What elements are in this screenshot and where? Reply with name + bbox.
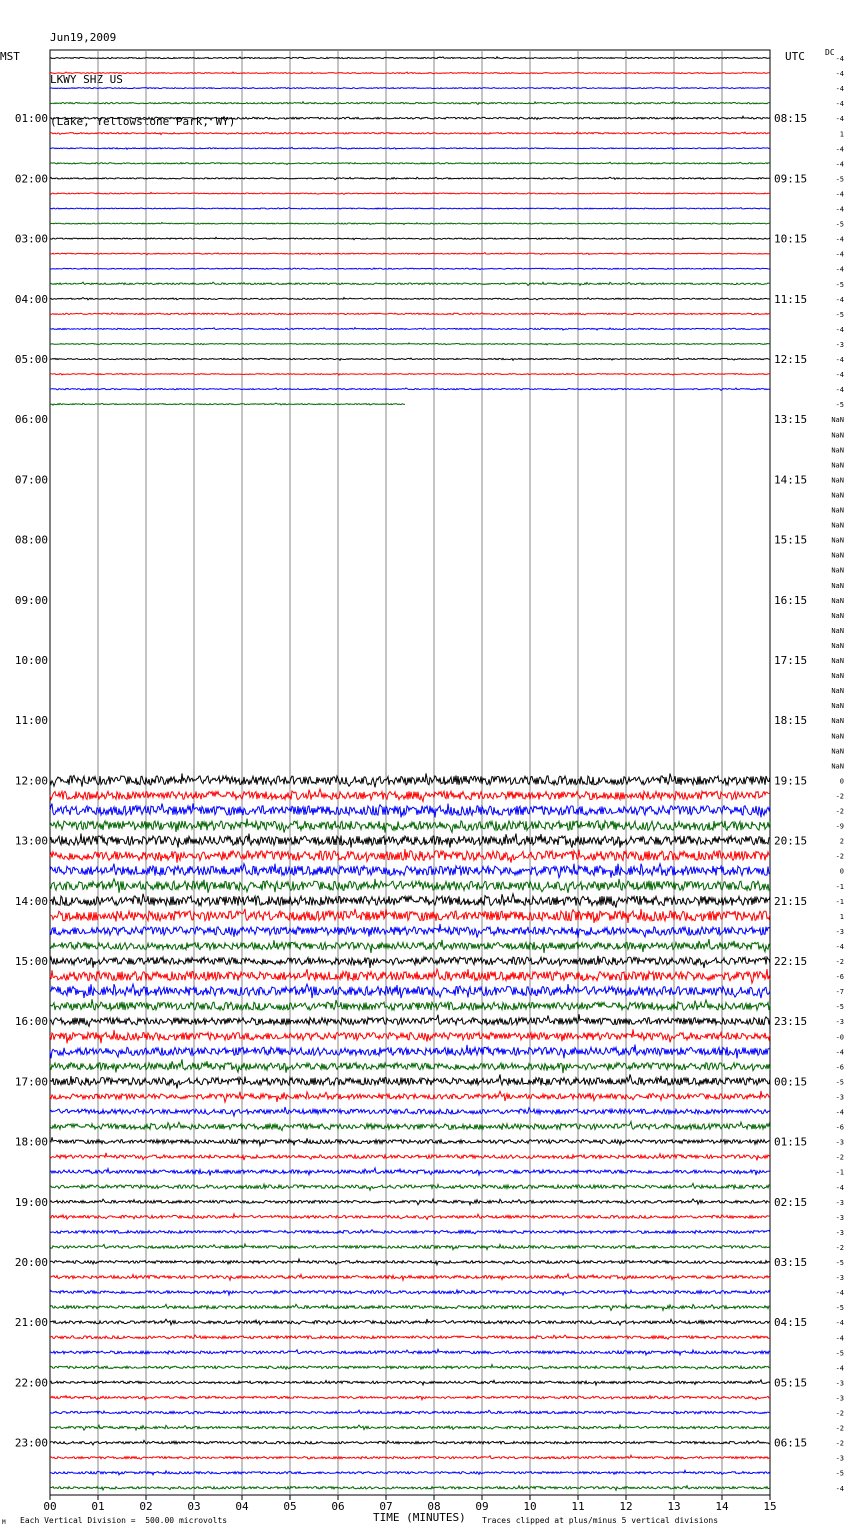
right-hour-label: 23:15 bbox=[774, 1015, 808, 1029]
dc-offset-label: -4 bbox=[835, 942, 844, 951]
dc-offset-label: -1 bbox=[835, 897, 844, 906]
x-tick-label: 11 bbox=[571, 1500, 585, 1513]
dc-offset-label: NaN bbox=[831, 551, 844, 560]
dc-offset-label: -3 bbox=[835, 1198, 844, 1207]
dc-offset-label: -4 bbox=[835, 265, 844, 274]
dc-offset-label: -4 bbox=[835, 1319, 844, 1328]
right-hour-label: 02:15 bbox=[774, 1195, 808, 1209]
seismic-trace bbox=[50, 147, 770, 149]
right-hour-label: 15:15 bbox=[774, 533, 808, 547]
dc-offset-label: -5 bbox=[835, 280, 844, 289]
right-hour-label: 17:15 bbox=[774, 654, 808, 667]
dc-offset-label: -1 bbox=[835, 882, 844, 891]
left-hour-label: 04:00 bbox=[14, 292, 48, 306]
left-hour-label: 22:00 bbox=[14, 1376, 48, 1390]
seismic-trace bbox=[50, 116, 770, 120]
dc-offset-label: NaN bbox=[831, 596, 844, 605]
x-tick-label: 02 bbox=[139, 1500, 153, 1513]
dc-offset-label: -4 bbox=[835, 1484, 844, 1493]
dc-offset-label: -4 bbox=[835, 386, 844, 395]
seismic-trace bbox=[50, 1470, 770, 1474]
left-hour-label: 07:00 bbox=[14, 473, 48, 487]
dc-offset-label: -2 bbox=[835, 792, 844, 801]
right-hour-label: 14:15 bbox=[774, 473, 808, 487]
seismic-trace bbox=[50, 1259, 770, 1265]
x-tick-label: 07 bbox=[379, 1500, 393, 1513]
right-hour-label: 11:15 bbox=[774, 292, 808, 306]
x-tick-label: 08 bbox=[427, 1500, 441, 1513]
dc-offset-label: -5 bbox=[835, 310, 844, 319]
dc-offset-label: -4 bbox=[835, 85, 844, 94]
x-tick-label: 14 bbox=[715, 1500, 729, 1513]
right-hour-label: 19:15 bbox=[774, 774, 808, 788]
left-hour-label: 15:00 bbox=[14, 955, 48, 968]
right-hour-label: 10:15 bbox=[774, 232, 808, 246]
left-hour-label: 19:00 bbox=[14, 1195, 48, 1209]
seismic-trace bbox=[50, 1486, 770, 1491]
right-hour-label: 22:15 bbox=[774, 955, 808, 968]
dc-offset-label: -3 bbox=[835, 1228, 844, 1237]
seismic-trace bbox=[50, 162, 770, 164]
seismic-trace bbox=[50, 223, 770, 225]
dc-offset-label: NaN bbox=[831, 506, 844, 515]
right-hour-label: 03:15 bbox=[774, 1256, 808, 1269]
seismic-trace bbox=[50, 1230, 770, 1234]
dc-offset-label: -9 bbox=[835, 822, 844, 831]
right-hour-label: 05:15 bbox=[774, 1376, 808, 1390]
right-hour-label: 01:15 bbox=[774, 1135, 808, 1149]
dc-offset-label: -2 bbox=[835, 1153, 844, 1162]
dc-offset-label: NaN bbox=[831, 717, 844, 726]
seismic-trace bbox=[50, 132, 770, 135]
seismic-trace bbox=[50, 1029, 770, 1043]
seismic-trace bbox=[50, 1122, 770, 1131]
dc-offset-label: -4 bbox=[835, 160, 844, 169]
seismic-trace bbox=[50, 1290, 770, 1295]
seismic-trace bbox=[50, 1319, 770, 1325]
dc-offset-label: -5 bbox=[835, 1078, 844, 1087]
right-hour-label: 08:15 bbox=[774, 112, 808, 126]
seismic-trace bbox=[50, 1335, 770, 1339]
seismic-trace bbox=[50, 358, 770, 361]
seismic-trace bbox=[50, 1274, 770, 1280]
dc-offset-label: NaN bbox=[831, 657, 844, 665]
left-hour-label: 11:00 bbox=[14, 714, 48, 728]
seismic-trace bbox=[50, 1380, 770, 1385]
dc-offset-label: -5 bbox=[835, 1304, 844, 1313]
header-station: LKWY SHZ US bbox=[50, 73, 123, 86]
right-hour-label: 00:15 bbox=[774, 1075, 808, 1089]
dc-offset-label: -6 bbox=[835, 1123, 844, 1132]
seismic-trace bbox=[50, 1059, 770, 1073]
dc-offset-label: -0 bbox=[835, 1033, 844, 1042]
dc-offset-label: -2 bbox=[835, 1243, 844, 1252]
right-hour-label: 21:15 bbox=[774, 894, 808, 908]
dc-offset-label: -4 bbox=[835, 100, 844, 109]
seismic-trace bbox=[50, 1168, 770, 1176]
dc-offset-label: 0 bbox=[839, 777, 844, 786]
left-hour-label: 20:00 bbox=[14, 1256, 48, 1269]
dc-offset-label: -4 bbox=[835, 145, 844, 154]
clip-note: Traces clipped at plus/minus 5 vertical divisions bbox=[482, 1516, 719, 1525]
dc-offset-label: -4 bbox=[835, 295, 844, 304]
footer-mark: M bbox=[2, 1519, 6, 1526]
seismic-trace bbox=[50, 1349, 770, 1355]
left-hour-label: 12:00 bbox=[14, 774, 48, 788]
seismic-trace bbox=[50, 1107, 770, 1116]
seismic-trace bbox=[50, 1440, 770, 1445]
seismic-trace bbox=[50, 789, 770, 801]
dc-offset-label: NaN bbox=[831, 491, 844, 500]
right-hour-label: 06:15 bbox=[774, 1436, 808, 1450]
dc-offset-label: -4 bbox=[835, 1289, 844, 1298]
dc-offset-label: -5 bbox=[835, 401, 844, 410]
left-hour-label: 03:00 bbox=[14, 232, 48, 246]
x-tick-label: 13 bbox=[667, 1500, 681, 1513]
dc-offset-label: 0 bbox=[839, 867, 844, 876]
dc-offset-label: -3 bbox=[835, 927, 844, 936]
right-hour-label: 09:15 bbox=[774, 172, 808, 186]
dc-offset-label: NaN bbox=[831, 431, 844, 440]
left-hour-label: 01:00 bbox=[14, 112, 48, 126]
dc-offset-label: -4 bbox=[835, 115, 844, 124]
right-timezone-label: UTC bbox=[785, 50, 805, 63]
x-tick-label: 04 bbox=[235, 1500, 249, 1513]
seismic-trace bbox=[50, 373, 770, 375]
seismic-trace bbox=[50, 328, 770, 331]
dc-offset-label: -4 bbox=[835, 235, 844, 244]
seismic-trace bbox=[50, 57, 770, 59]
seismic-trace bbox=[50, 1074, 770, 1088]
dc-offset-label: -5 bbox=[835, 1469, 844, 1478]
x-tick-label: 01 bbox=[91, 1500, 105, 1513]
dc-offset-label: -4 bbox=[835, 1108, 844, 1117]
right-hour-label: 16:15 bbox=[774, 593, 808, 607]
dc-offset-label: -4 bbox=[835, 205, 844, 214]
right-hour-label: 18:15 bbox=[774, 714, 808, 728]
x-tick-label: 06 bbox=[331, 1500, 345, 1513]
dc-offset-label: -3 bbox=[835, 1379, 844, 1388]
dc-offset-label: -3 bbox=[835, 1213, 844, 1222]
left-hour-label: 05:00 bbox=[14, 353, 48, 366]
seismic-trace bbox=[50, 1244, 770, 1250]
dc-offset-label: -4 bbox=[835, 190, 844, 199]
left-hour-label: 16:00 bbox=[14, 1015, 48, 1029]
seismic-trace bbox=[50, 313, 770, 315]
dc-offset-label: NaN bbox=[831, 521, 844, 530]
dc-offset-label: -2 bbox=[835, 958, 844, 966]
dc-offset-label: NaN bbox=[831, 566, 844, 575]
seismic-trace bbox=[50, 909, 770, 923]
x-tick-label: 12 bbox=[619, 1500, 633, 1513]
seismic-trace bbox=[50, 88, 770, 89]
dc-offset-label: NaN bbox=[831, 672, 844, 681]
right-hour-label: 13:15 bbox=[774, 413, 808, 427]
dc-offset-label: -4 bbox=[835, 1048, 844, 1057]
seismic-trace bbox=[50, 984, 770, 998]
seismic-trace bbox=[50, 864, 770, 878]
dc-offset-label: -3 bbox=[835, 340, 844, 349]
x-tick-label: 03 bbox=[187, 1500, 201, 1513]
seismic-trace bbox=[50, 1396, 770, 1400]
seismic-trace bbox=[50, 1410, 770, 1414]
seismic-trace bbox=[50, 1455, 770, 1459]
right-hour-label: 20:15 bbox=[774, 834, 808, 848]
seismic-trace bbox=[50, 1091, 770, 1102]
seismic-trace bbox=[50, 1137, 770, 1145]
dc-offset-label: -3 bbox=[835, 1274, 844, 1283]
seismic-trace bbox=[50, 804, 770, 818]
dc-offset-label: -3 bbox=[835, 1394, 844, 1403]
dc-offset-label: -3 bbox=[835, 1018, 844, 1027]
dc-offset-label: -7 bbox=[835, 988, 844, 997]
dc-offset-label: -4 bbox=[835, 356, 844, 364]
dc-offset-label: -4 bbox=[835, 325, 844, 334]
dc-offset-label: -2 bbox=[835, 1439, 844, 1448]
seismic-trace bbox=[50, 879, 770, 893]
x-axis-label: TIME (MINUTES) bbox=[373, 1511, 466, 1524]
x-tick-label: 09 bbox=[475, 1500, 489, 1513]
seismic-trace bbox=[50, 1014, 770, 1026]
seismic-trace bbox=[50, 1183, 770, 1190]
left-timezone-label: MST bbox=[0, 50, 20, 63]
left-hour-label: 06:00 bbox=[14, 413, 48, 427]
seismic-trace bbox=[50, 403, 405, 405]
division-note: Each Vertical Division = 500.00 microvolts bbox=[20, 1516, 228, 1525]
seismic-trace bbox=[50, 956, 770, 968]
dc-offset-label: NaN bbox=[831, 476, 844, 485]
left-hour-label: 02:00 bbox=[14, 172, 48, 186]
dc-offset-label: -5 bbox=[835, 1349, 844, 1358]
seismic-trace bbox=[50, 819, 770, 833]
dc-offset-label: NaN bbox=[831, 416, 844, 425]
left-hour-label: 21:00 bbox=[14, 1316, 48, 1330]
dc-offset-label: -4 bbox=[835, 70, 844, 79]
seismic-trace bbox=[50, 1153, 770, 1161]
dc-offset-label: -3 bbox=[835, 1138, 844, 1147]
dc-offset-label: 1 bbox=[839, 912, 844, 921]
dc-offset-label: -2 bbox=[835, 1424, 844, 1433]
dc-offset-label: -6 bbox=[835, 973, 844, 982]
seismic-trace bbox=[50, 1214, 770, 1220]
seismic-trace bbox=[50, 1199, 770, 1205]
dc-label: DC bbox=[825, 48, 835, 57]
left-hour-label: 18:00 bbox=[14, 1135, 48, 1149]
dc-offset-label: -5 bbox=[835, 1003, 844, 1012]
dc-offset-label: -4 bbox=[835, 1334, 844, 1343]
left-hour-label: 23:00 bbox=[14, 1436, 48, 1450]
dc-offset-label: -1 bbox=[835, 1168, 844, 1177]
seismic-trace bbox=[50, 969, 770, 983]
dc-offset-label: -6 bbox=[835, 1063, 844, 1072]
seismic-trace bbox=[50, 102, 770, 105]
seismic-trace bbox=[50, 388, 770, 390]
dc-offset-label: -3 bbox=[835, 1093, 844, 1102]
dc-offset-label: -2 bbox=[835, 807, 844, 816]
seismic-trace bbox=[50, 208, 770, 210]
dc-offset-label: -3 bbox=[835, 1454, 844, 1463]
seismic-trace bbox=[50, 343, 770, 345]
dc-offset-label: -4 bbox=[835, 55, 844, 63]
dc-offset-label: -4 bbox=[835, 1183, 844, 1192]
dc-offset-label: NaN bbox=[831, 747, 844, 756]
dc-offset-label: -4 bbox=[835, 250, 844, 259]
left-hour-label: 08:00 bbox=[14, 533, 48, 547]
dc-offset-label: NaN bbox=[831, 611, 844, 620]
seismic-trace bbox=[50, 894, 770, 908]
seismic-trace bbox=[50, 1045, 770, 1059]
left-hour-label: 13:00 bbox=[14, 834, 48, 848]
seismic-trace bbox=[50, 834, 770, 848]
seismic-trace bbox=[50, 192, 770, 194]
seismic-trace bbox=[50, 268, 770, 270]
right-hour-label: 12:15 bbox=[774, 353, 808, 366]
dc-offset-label: -2 bbox=[835, 1409, 844, 1418]
dc-offset-label: NaN bbox=[831, 581, 844, 590]
seismic-trace bbox=[50, 849, 770, 863]
dc-offset-label: NaN bbox=[831, 702, 844, 711]
header-location: (Lake, Yellowstone Park, WY) bbox=[50, 115, 236, 128]
right-hour-label: 04:15 bbox=[774, 1316, 808, 1330]
dc-offset-label: -5 bbox=[835, 175, 844, 184]
seismic-trace bbox=[50, 72, 770, 74]
dc-offset-label: 1 bbox=[839, 130, 844, 139]
dc-offset-label: -5 bbox=[835, 220, 844, 229]
left-hour-label: 09:00 bbox=[14, 593, 48, 607]
dc-offset-label: -4 bbox=[835, 371, 844, 380]
dc-offset-label: -2 bbox=[835, 852, 844, 861]
seismic-trace bbox=[50, 253, 770, 255]
dc-offset-label: -4 bbox=[835, 1364, 844, 1373]
dc-offset-label: NaN bbox=[831, 536, 844, 545]
seismic-trace bbox=[50, 924, 770, 938]
seismic-trace bbox=[50, 282, 770, 285]
seismic-trace bbox=[50, 1425, 770, 1430]
seismic-trace bbox=[50, 237, 770, 239]
seismic-trace bbox=[50, 1365, 770, 1370]
seismic-trace bbox=[50, 1304, 770, 1310]
left-hour-label: 10:00 bbox=[14, 654, 48, 667]
dc-offset-label: NaN bbox=[831, 687, 844, 696]
header-date: Jun19,2009 bbox=[50, 31, 117, 44]
dc-offset-label: NaN bbox=[831, 732, 844, 741]
dc-offset-label: 2 bbox=[839, 837, 844, 846]
dc-offset-label: NaN bbox=[831, 762, 844, 771]
dc-offset-label: NaN bbox=[831, 446, 844, 455]
x-tick-label: 05 bbox=[283, 1500, 297, 1513]
x-tick-label: 15 bbox=[763, 1500, 777, 1513]
dc-offset-label: NaN bbox=[831, 641, 844, 650]
dc-offset-label: NaN bbox=[831, 461, 844, 470]
dc-offset-label: -5 bbox=[835, 1259, 844, 1267]
seismic-trace bbox=[50, 939, 770, 953]
left-hour-label: 17:00 bbox=[14, 1075, 48, 1089]
seismic-trace bbox=[50, 298, 770, 300]
seismic-trace bbox=[50, 773, 770, 787]
x-tick-label: 00 bbox=[43, 1500, 57, 1513]
dc-offset-label: NaN bbox=[831, 626, 844, 635]
seismic-trace bbox=[50, 999, 770, 1010]
left-hour-label: 14:00 bbox=[14, 894, 48, 908]
x-tick-label: 10 bbox=[523, 1500, 537, 1513]
seismic-trace bbox=[50, 177, 770, 180]
